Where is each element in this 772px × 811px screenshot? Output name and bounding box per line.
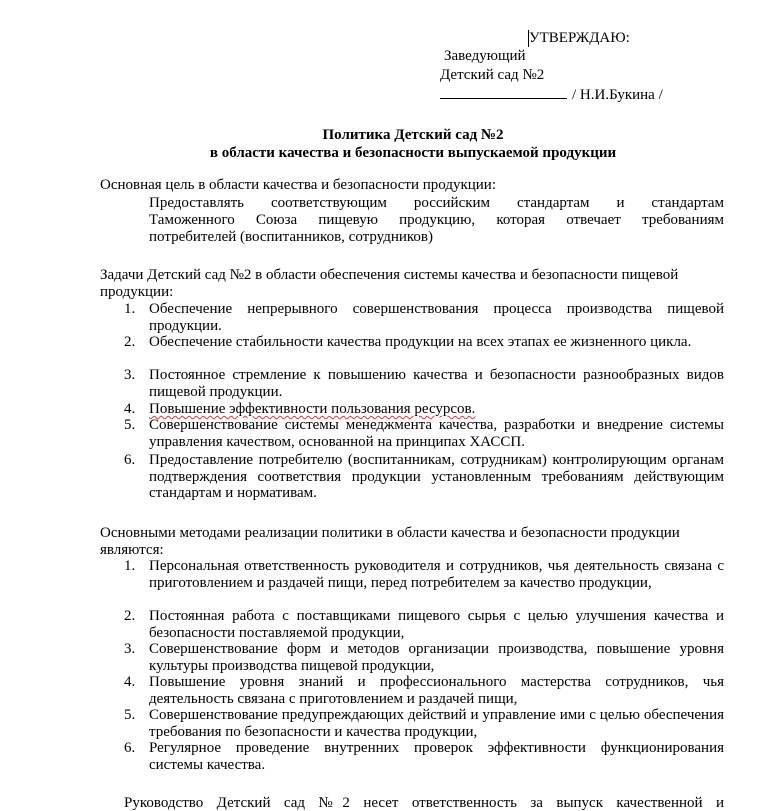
main-goal-line: Предоставлять соответствующим российским стандартам и стандартам	[149, 195, 724, 211]
main-goal-heading: Основная цель в области качества и безопасности продукции:	[100, 177, 497, 193]
signature-line	[440, 85, 663, 104]
approver-position: Заведующий	[444, 48, 526, 64]
methods-heading: Основными методами реализации политики в области качества и безопасности продукции	[100, 525, 680, 541]
doc-title: Политика Детский сад №2	[322, 127, 504, 143]
list-item: Совершенствование системы менеджмента качества, разработки и внедрение системы управления качеством, основанной на принципах ХАССП.	[149, 417, 724, 450]
list-item: Совершенствование предупреждающих действий и управление ими с целью обеспечения требования по безопасности и качества продукции,	[149, 707, 724, 740]
main-goal-line: потребителей (воспитанников, сотрудников)	[149, 229, 434, 245]
list-item: Предоставление потребителю (воспитанникам, сотрудникам) контролирующим органам подтверждения соответствия продукции установленным требованиям действующим стандартам и нормативам.	[149, 452, 724, 501]
list-item-number: 6.	[124, 452, 136, 468]
list-item: Повышение эффективности пользования ресурсов.	[149, 401, 476, 417]
tasks-heading: Задачи Детский сад №2 в области обеспечения системы качества и безопасности пищевой	[100, 267, 679, 283]
methods-heading: являются:	[100, 542, 164, 558]
list-item-number: 4.	[124, 401, 136, 417]
doc-subtitle: в области качества и безопасности выпускаемой продукции	[209, 145, 617, 161]
list-item: Обеспечение непрерывного совершенствования процесса производства пищевой продукции.	[149, 301, 724, 334]
list-item-number: 6.	[124, 740, 136, 756]
signature-name: / Н.И.Букина /	[572, 87, 663, 103]
list-item-number: 2.	[124, 334, 136, 350]
signature-blank	[440, 85, 567, 99]
approve-label: УТВЕРЖДАЮ:	[529, 30, 630, 46]
list-item: Повышение уровня знаний и профессионального мастерства сотрудников, чья деятельность связана с приготовлением и раздачей пищи,	[149, 674, 724, 707]
list-item: Постоянное стремление к повышению качества и безопасности разнообразных видов пищевой продукции.	[149, 367, 724, 400]
list-item-number: 4.	[124, 674, 136, 690]
tasks-heading: продукции:	[100, 284, 174, 300]
list-item-number: 2.	[124, 608, 136, 624]
list-item-number: 1.	[124, 558, 136, 574]
list-item: Персональная ответственность руководителя и сотрудников, чья деятельность связана с приготовлением и раздачей пищи, перед потребителем за качество продукции,	[149, 558, 724, 591]
list-item-number: 5.	[124, 707, 136, 723]
list-item-number: 1.	[124, 301, 136, 317]
main-goal-line: Таможенного Союза пищевую продукцию, которая отвечает требованиям	[149, 212, 724, 228]
list-item-number: 5.	[124, 417, 136, 433]
closing-paragraph: Руководство Детский сад №2 несет ответственность за выпуск качественной и	[124, 795, 724, 811]
list-item: Регулярное проведение внутренних проверок эффективности функционирования системы качества.	[149, 740, 724, 773]
list-item: Совершенствование форм и методов организации производства, повышение уровня культуры производства пищевой продукции,	[149, 641, 724, 674]
approver-organization: Детский сад №2	[440, 67, 545, 83]
list-item: Обеспечение стабильности качества продукции на всех этапах ее жизненного цикла.	[149, 334, 692, 350]
list-item: Постоянная работа с поставщиками пищевого сырья с целью улучшения качества и безопасности поставляемой продукции,	[149, 608, 724, 641]
list-item-number: 3.	[124, 641, 136, 657]
list-item-number: 3.	[124, 367, 136, 383]
